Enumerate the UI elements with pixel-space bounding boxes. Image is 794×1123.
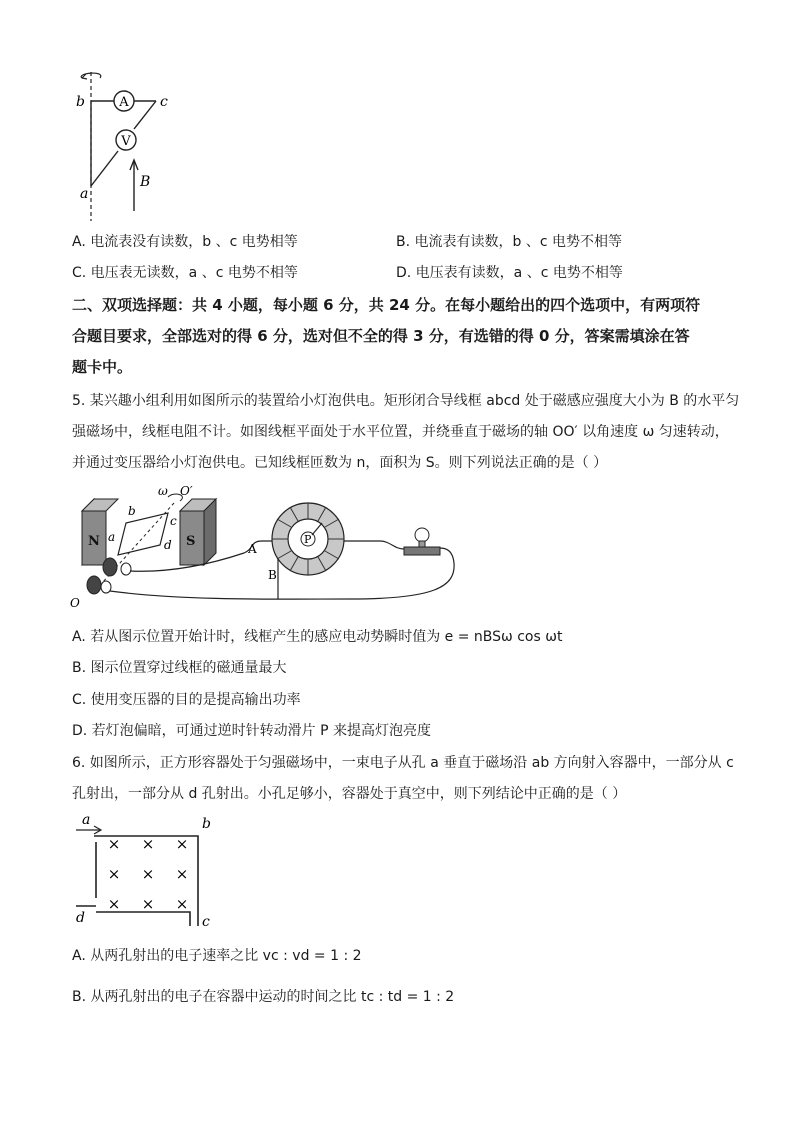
q6-option-b: B. 从两孔射出的电子在容器中运动的时间之比 tc : td = 1 : 2 [72,989,455,1005]
q5-stem-line1: 5. 某兴趣小组利用如图所示的装置给小灯泡供电。矩形闭合导线框 abcd 处于磁感应强度大小为 B 的水平匀 [72,393,740,409]
hole-label-d: d [76,910,85,926]
hole-label-b: b [202,816,211,832]
lamp-base [404,547,440,555]
coil-label-c: c [170,514,177,528]
fig-triangle-circuit [60,66,180,226]
q5-stem-line3: 并通过变压器给小灯泡供电。已知线框匝数为 n，面积为 S。则下列说法正确的是（ ） [72,455,608,471]
q5-option-d: D. 若灯泡偏暗，可通过逆时针转动滑片 P 来提高灯泡亮度 [72,723,432,739]
q6-stem-line2: 孔射出，一部分从 d 孔射出。小孔足够小，容器处于真空中，则下列结论中正确的是（ ） [72,786,627,802]
field-cross: × [141,895,155,913]
fig-generator-transformer [64,483,464,613]
section2-line2: 合题目要求，全部选对的得 6 分，选对但不全的得 3 分，有选错的得 0 分，答案需填涂在答 [72,327,690,345]
q5-option-a: A. 若从图示位置开始计时，线框产生的感应电动势瞬时值为 e = nBSω cos ωt [72,629,563,645]
omega-label: ω [158,484,168,498]
ammeter-label: A [119,95,129,110]
field-cross: × [175,835,189,853]
terminal-B-label: B [268,568,277,582]
voltmeter-label: V [121,134,131,149]
q5-stem-line2: 强磁场中，线框电阻不计。如图线框平面处于水平位置，并绕垂直于磁场的轴 OO′ 以角速度 ω 匀速转动， [72,424,729,440]
terminal-A-label: A [248,542,257,556]
field-cross: × [175,865,189,883]
q4-option-a: A. 电流表没有读数，b 、c 电势相等 [72,234,298,250]
q6-stem-line1: 6. 如图所示，正方形容器处于匀强磁场中，一束电子从孔 a 垂直于磁场沿 ab 方向射入容器中，一部分从 c [72,755,734,771]
field-cross: × [141,865,155,883]
lamp-bulb-icon [415,528,429,542]
axis-label-O: O [70,596,80,610]
q4-option-d: D. 电压表有读数，a 、c 电势不相等 [396,265,623,281]
field-cross: × [107,895,121,913]
field-cross: × [175,895,189,913]
axis-label-O-prime: O′ [180,484,193,498]
q4-option-c: C. 电压表无读数，a 、c 电势不相等 [72,265,298,281]
label-c: c [160,94,168,110]
field-cross: × [107,835,121,853]
magnet-N-label: N [88,534,100,549]
q4-option-b: B. 电流表有读数，b 、c 电势不相等 [396,234,622,250]
q5-option-b: B. 图示位置穿过线框的磁通量最大 [72,660,287,676]
hole-label-a: a [82,812,91,828]
field-cross: × [107,865,121,883]
section2-line3: 题卡中。 [72,358,133,376]
coil-label-a: a [108,530,116,544]
label-b: b [76,94,85,110]
slider-P-label: P [304,533,312,546]
magnet-S-label: S [186,534,196,549]
label-a: a [80,186,89,202]
q6-option-a: A. 从两孔射出的电子速率之比 vc : vd = 1 : 2 [72,948,362,964]
section2-line1: 二、双项选择题：共 4 小题，每小题 6 分，共 24 分。在每小题给出的四个选项中，有两项符 [72,296,701,314]
coil-label-d: d [164,538,172,552]
hole-label-c: c [202,914,210,930]
field-cross: × [141,835,155,853]
label-B-field: B [140,174,151,190]
q5-option-c: C. 使用变压器的目的是提高输出功率 [72,692,301,708]
fig-square-container [70,812,230,932]
coil-label-b: b [128,504,136,518]
